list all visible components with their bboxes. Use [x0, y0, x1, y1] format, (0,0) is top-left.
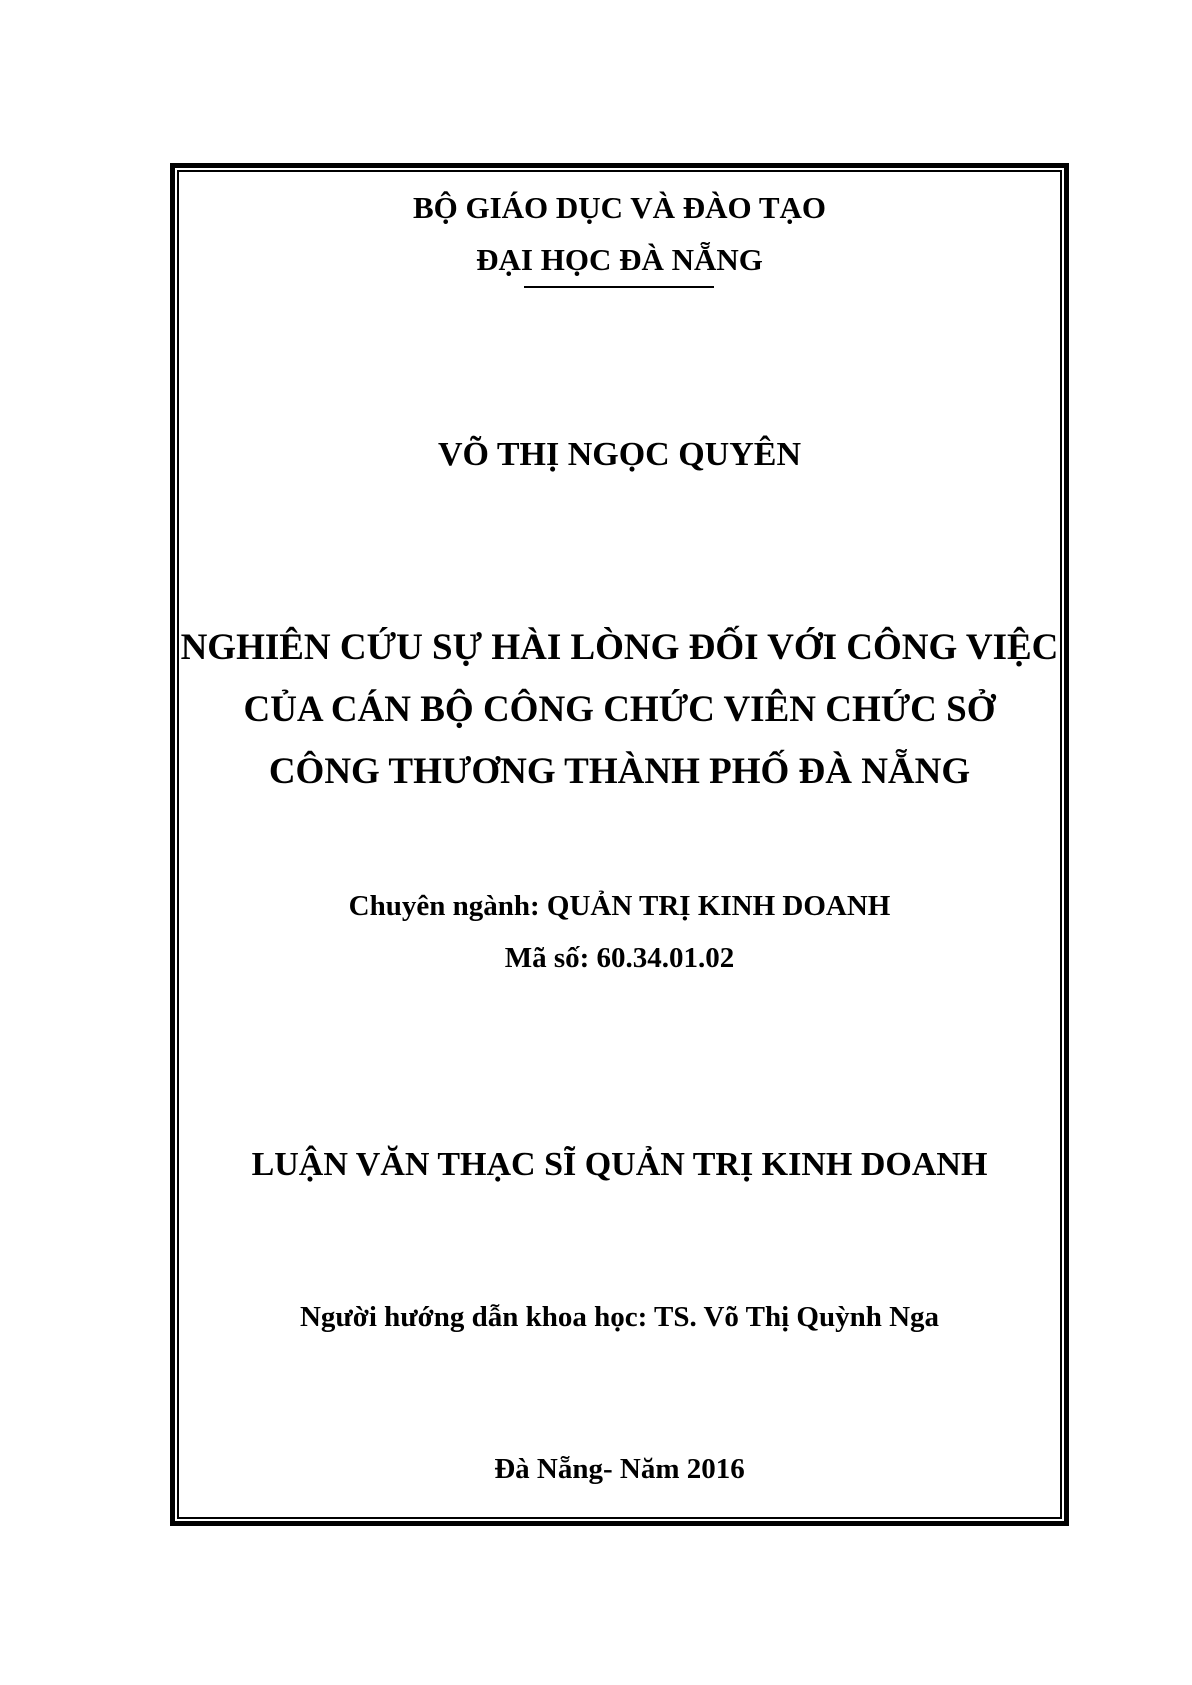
- major-label: Chuyên ngành: QUẢN TRỊ KINH DOANH: [348, 890, 891, 922]
- degree-title: LUẬN VĂN THẠC SĨ QUẢN TRỊ KINH DOANH: [251, 1146, 988, 1183]
- ministry-heading: BỘ GIÁO DỤC VÀ ĐÀO TẠO: [412, 190, 827, 225]
- author-name: VÕ THỊ NGỌC QUYÊN: [437, 436, 802, 473]
- place-year: Đà Nẵng- Năm 2016: [494, 1453, 745, 1485]
- thesis-title-line-2: CỦA CÁN BỘ CÔNG CHỨC VIÊN CHỨC SỞ: [243, 689, 996, 730]
- thesis-title-line-3: CÔNG THƯƠNG THÀNH PHỐ ĐÀ NẴNG: [268, 751, 971, 792]
- advisor-line: Người hướng dẫn khoa học: TS. Võ Thị Quỳnh Nga: [299, 1301, 940, 1333]
- thesis-title-line-1: NGHIÊN CỨU SỰ HÀI LÒNG ĐỐI VỚI CÔNG VIỆC: [180, 627, 1059, 668]
- heading-underline: [524, 286, 714, 288]
- university-heading: ĐẠI HỌC ĐÀ NẴNG: [476, 242, 763, 277]
- major-code: Mã số: 60.34.01.02: [504, 942, 735, 974]
